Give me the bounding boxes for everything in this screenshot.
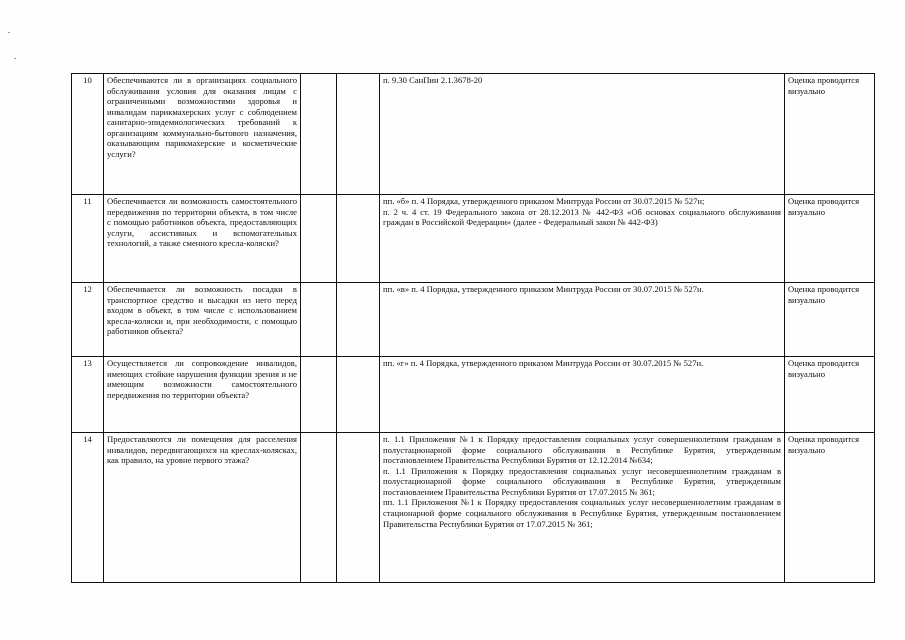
checklist-table (71, 73, 875, 583)
question-cell: Обеспечиваются ли в организациях социального обслуживания условия для оказания лицам с ограниченными возможностями здоровья и инвалидам парикмахерских услуг с соблюдением санитарно-эпидемиологических требований к организациям коммунально-бытового назначения, оказывающим парикмахерские и косметические услуги? (104, 74, 301, 195)
question-cell: Обеспечивается ли возможность посадки в транспортное средство и высадки из него перед входом в объект, в том числе с использованием кресла-коляски и, при необходимости, с помощью работников объекта? (104, 283, 301, 357)
answer-no-cell[interactable] (337, 357, 380, 433)
answer-no-cell[interactable] (337, 195, 380, 283)
table-row (72, 283, 875, 357)
answer-yes-cell[interactable] (301, 74, 337, 195)
legal-reference-cell (380, 195, 785, 283)
legal-reference: п. 1.1 Приложения к Порядку предоставления социальных услуг несовершеннолетним гражданам в полустационарной форме социального обслуживания в Республике Бурятия, утвержденным постановлением Правительства Республики Бурятия от 17.07.2015 № 361; (383, 465, 781, 497)
legal-reference-cell (380, 74, 785, 195)
question-cell: Обеспечивается ли возможность самостоятельного передвижения по территории объекта, в том числе с помощью работников объекта, предоставляющих услуги, ассистивных и вспомогательных технологий, а также сменного кресла-коляски? (104, 195, 301, 283)
note-cell: Оценка проводится визуально (785, 357, 875, 433)
legal-reference-cell (380, 283, 785, 357)
question-cell: Предоставляются ли помещения для расселения инвалидов, передвигающихся на креслах-колясках, как правило, на уровне первого этажа? (104, 433, 301, 583)
legal-reference: пп. «б» п. 4 Порядка, утвержденного приказом Минтруда России от 30.07.2015 № 527н; (383, 196, 705, 206)
table-row (72, 433, 875, 583)
legal-reference: пп. «г» п. 4 Порядка, утвержденного приказом Минтруда России от 30.07.2015 № 527н. (383, 358, 704, 368)
answer-yes-cell[interactable] (301, 195, 337, 283)
legal-reference: п. 9.30 СанПин 2.1.3678-20 (383, 75, 483, 85)
legal-reference-cell (380, 357, 785, 433)
answer-yes-cell[interactable] (301, 283, 337, 357)
question-cell: Осуществляется ли сопровождение инвалидов, имеющих стойкие нарушения функции зрения и не имеющим возможности самостоятельного передвижения по территории объекта? (104, 357, 301, 433)
answer-yes-cell[interactable] (301, 433, 337, 583)
scan-speck (8, 32, 10, 33)
legal-reference-cell (380, 433, 785, 583)
scan-speck (14, 58, 16, 59)
legal-reference: пп. «в» п. 4 Порядка, утвержденного приказом Минтруда России от 30.07.2015 № 527н. (383, 284, 704, 294)
note-cell: Оценка проводится визуально (785, 195, 875, 283)
answer-no-cell[interactable] (337, 433, 380, 583)
row-number: 14 (72, 433, 104, 583)
note-cell: Оценка проводится визуально (785, 283, 875, 357)
answer-no-cell[interactable] (337, 74, 380, 195)
table-row (72, 357, 875, 433)
row-number: 12 (72, 283, 104, 357)
answer-no-cell[interactable] (337, 283, 380, 357)
row-number: 13 (72, 357, 104, 433)
table-row (72, 74, 875, 195)
table-row (72, 195, 875, 283)
legal-reference: п. 1.1 Приложения №1 к Порядку предоставления социальных услуг совершеннолетним гражданам в полустационарной форме социального обслуживания в Республике Бурятия, утвержденным постановлением Правительства Республики Бурятия от 12.12.2014 №634; (383, 434, 781, 466)
legal-reference: пп. 1.1 Приложения №1 к Порядку предоставления социальных услуг несовершеннолетним гражданам в стационарной форме социального обслуживания в Республике Бурятия, утвержденным постановлением Правительства Республики Бурятия от 17.07.2015 № 361; (383, 497, 781, 529)
note-cell: Оценка проводится визуально (785, 74, 875, 195)
answer-yes-cell[interactable] (301, 357, 337, 433)
note-cell: Оценка проводится визуально (785, 433, 875, 583)
row-number: 11 (72, 195, 104, 283)
legal-reference: п. 2 ч. 4 ст. 19 Федерального закона от 28.12.2013 № 442-ФЗ «Об основах социального обслуживания граждан в Российской Федерации» (далее - Федеральный закон № 442-ФЗ) (383, 206, 781, 228)
row-number: 10 (72, 74, 104, 195)
